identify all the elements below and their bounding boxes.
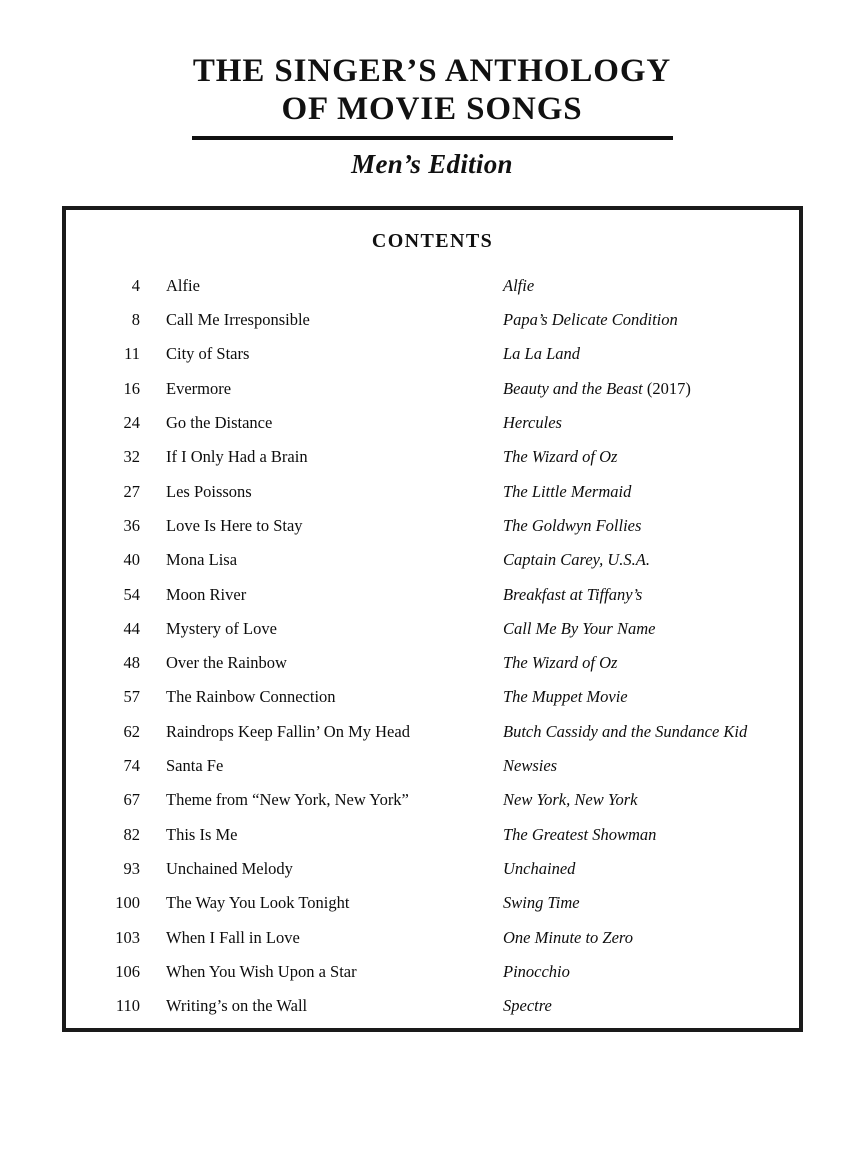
toc-song-title: When I Fall in Love <box>166 927 300 947</box>
table-row[interactable] <box>66 612 799 646</box>
toc-film-title <box>503 269 799 303</box>
toc-page-number: 36 <box>123 515 140 535</box>
toc-film-title <box>503 543 799 577</box>
toc-film-name: Butch Cassidy and the Sundance Kid <box>503 721 748 741</box>
toc-film-title <box>503 440 799 474</box>
toc-song-title: Mona Lisa <box>166 550 238 570</box>
toc-film-name: Swing Time <box>503 893 580 913</box>
toc-film-title <box>503 475 799 509</box>
masthead <box>0 52 864 180</box>
table-row[interactable] <box>66 372 799 406</box>
table-row[interactable] <box>66 749 799 783</box>
toc-film-name: Newsies <box>503 756 558 776</box>
toc-film-name: Papa’s Delicate Condition <box>503 310 678 330</box>
toc-film-name: Spectre <box>503 996 552 1016</box>
page-title-line-1: THE SINGER’S ANTHOLOGY <box>192 53 672 89</box>
toc-film-name: New York, New York <box>503 790 638 810</box>
toc-page-number: 93 <box>123 858 140 878</box>
toc-page-number: 32 <box>123 447 140 467</box>
table-row[interactable] <box>66 303 799 337</box>
toc-song-title: Over the Rainbow <box>166 653 287 673</box>
table-row[interactable] <box>66 543 799 577</box>
toc-film-title <box>503 749 799 783</box>
toc-film-name: Unchained <box>503 858 576 878</box>
toc-film-title <box>503 578 799 612</box>
toc-page-number: 62 <box>123 721 140 741</box>
page-title-line-2: OF MOVIE SONGS <box>281 91 583 128</box>
toc-film-name: Breakfast at Tiffany’s <box>503 584 643 604</box>
toc-song-title: City of Stars <box>166 344 250 364</box>
toc-film-title <box>503 681 799 715</box>
toc-page-number: 48 <box>123 653 140 673</box>
table-row[interactable] <box>66 852 799 886</box>
toc-page-number: 110 <box>115 996 140 1016</box>
toc-film-title <box>503 955 799 989</box>
table-row[interactable] <box>66 578 799 612</box>
toc-page-number: 82 <box>123 824 140 844</box>
toc-page-number: 40 <box>123 550 140 570</box>
title-divider-rule <box>192 136 673 140</box>
toc-song-title: Writing’s on the Wall <box>166 996 308 1016</box>
table-row[interactable] <box>66 681 799 715</box>
toc-song-title: Santa Fe <box>166 756 224 776</box>
contents-frame <box>62 206 803 1032</box>
toc-song-title: Theme from “New York, New York” <box>166 790 409 810</box>
table-of-contents <box>66 269 799 1024</box>
toc-page-number: 4 <box>131 275 140 295</box>
toc-page-number: 16 <box>123 378 140 398</box>
toc-song-title: Les Poissons <box>166 481 252 501</box>
toc-page-number: 24 <box>123 413 140 433</box>
toc-film-name: The Wizard of Oz <box>503 447 618 467</box>
toc-film-name: Pinocchio <box>503 961 570 981</box>
toc-song-title: Moon River <box>166 584 247 604</box>
toc-page-number: 74 <box>123 756 140 776</box>
toc-film-name: La La Land <box>503 344 581 364</box>
table-row[interactable] <box>66 886 799 920</box>
toc-page-number: 44 <box>123 618 140 638</box>
toc-song-title: Mystery of Love <box>166 618 277 638</box>
toc-film-title <box>503 852 799 886</box>
table-row[interactable] <box>66 406 799 440</box>
toc-film-title <box>503 303 799 337</box>
table-row[interactable] <box>66 269 799 303</box>
toc-film-name: Beauty and the Beast <box>503 378 643 398</box>
toc-film-title <box>503 921 799 955</box>
toc-song-title: Go the Distance <box>166 413 273 433</box>
toc-song-title: Evermore <box>166 378 232 398</box>
toc-song-title: The Rainbow Connection <box>166 687 336 707</box>
toc-film-name: The Muppet Movie <box>503 687 628 707</box>
toc-film-title <box>503 509 799 543</box>
toc-page-number: 54 <box>123 584 140 604</box>
table-row[interactable] <box>66 955 799 989</box>
toc-film-name: Alfie <box>503 275 535 295</box>
toc-film-title <box>503 886 799 920</box>
toc-film-name: The Wizard of Oz <box>503 653 618 673</box>
toc-film-title <box>503 372 799 406</box>
toc-film-name: One Minute to Zero <box>503 927 633 947</box>
toc-film-title <box>503 612 799 646</box>
toc-song-title: When You Wish Upon a Star <box>166 961 357 981</box>
toc-film-title <box>503 646 799 680</box>
toc-song-title: The Way You Look Tonight <box>166 893 350 913</box>
toc-song-title: This Is Me <box>166 824 238 844</box>
contents-heading: CONTENTS <box>371 230 494 252</box>
toc-film-title <box>503 338 799 372</box>
toc-song-title: If I Only Had a Brain <box>166 447 308 467</box>
table-row[interactable] <box>66 783 799 817</box>
toc-film-year: (2017) <box>642 378 691 398</box>
toc-film-title <box>503 715 799 749</box>
toc-film-name: Hercules <box>503 413 562 433</box>
toc-film-title <box>503 989 799 1023</box>
toc-page-number: 67 <box>123 790 140 810</box>
toc-page-number: 8 <box>131 310 140 330</box>
toc-page-number: 11 <box>124 344 140 364</box>
toc-film-name: Call Me By Your Name <box>503 618 656 638</box>
table-row[interactable] <box>66 818 799 852</box>
toc-film-name: The Greatest Showman <box>503 824 657 844</box>
toc-film-name: The Little Mermaid <box>503 481 632 501</box>
table-of-contents-body <box>66 269 799 1024</box>
toc-film-name: The Goldwyn Follies <box>503 515 642 535</box>
toc-song-title: Call Me Irresponsible <box>166 310 310 330</box>
toc-film-title <box>503 818 799 852</box>
toc-film-title <box>503 783 799 817</box>
table-row[interactable] <box>66 475 799 509</box>
toc-page-number: 106 <box>115 961 140 981</box>
toc-page-number: 103 <box>115 927 140 947</box>
page-title <box>0 52 864 129</box>
toc-page-number: 100 <box>115 893 140 913</box>
toc-page-number: 57 <box>123 687 140 707</box>
toc-song-title: Unchained Melody <box>166 858 293 878</box>
table-row[interactable] <box>66 440 799 474</box>
toc-song-title: Love Is Here to Stay <box>166 515 303 535</box>
toc-film-name: Captain Carey, U.S.A. <box>503 550 650 570</box>
table-row[interactable] <box>66 646 799 680</box>
toc-song-title: Raindrops Keep Fallin’ On My Head <box>166 721 410 741</box>
table-row[interactable] <box>66 715 799 749</box>
toc-film-title <box>503 406 799 440</box>
table-row[interactable] <box>66 509 799 543</box>
table-row[interactable] <box>66 989 799 1023</box>
table-row[interactable] <box>66 921 799 955</box>
toc-song-title: Alfie <box>166 275 200 295</box>
toc-page-number: 27 <box>123 481 140 501</box>
table-row[interactable] <box>66 338 799 372</box>
edition-subtitle: Men’s Edition <box>351 148 513 179</box>
